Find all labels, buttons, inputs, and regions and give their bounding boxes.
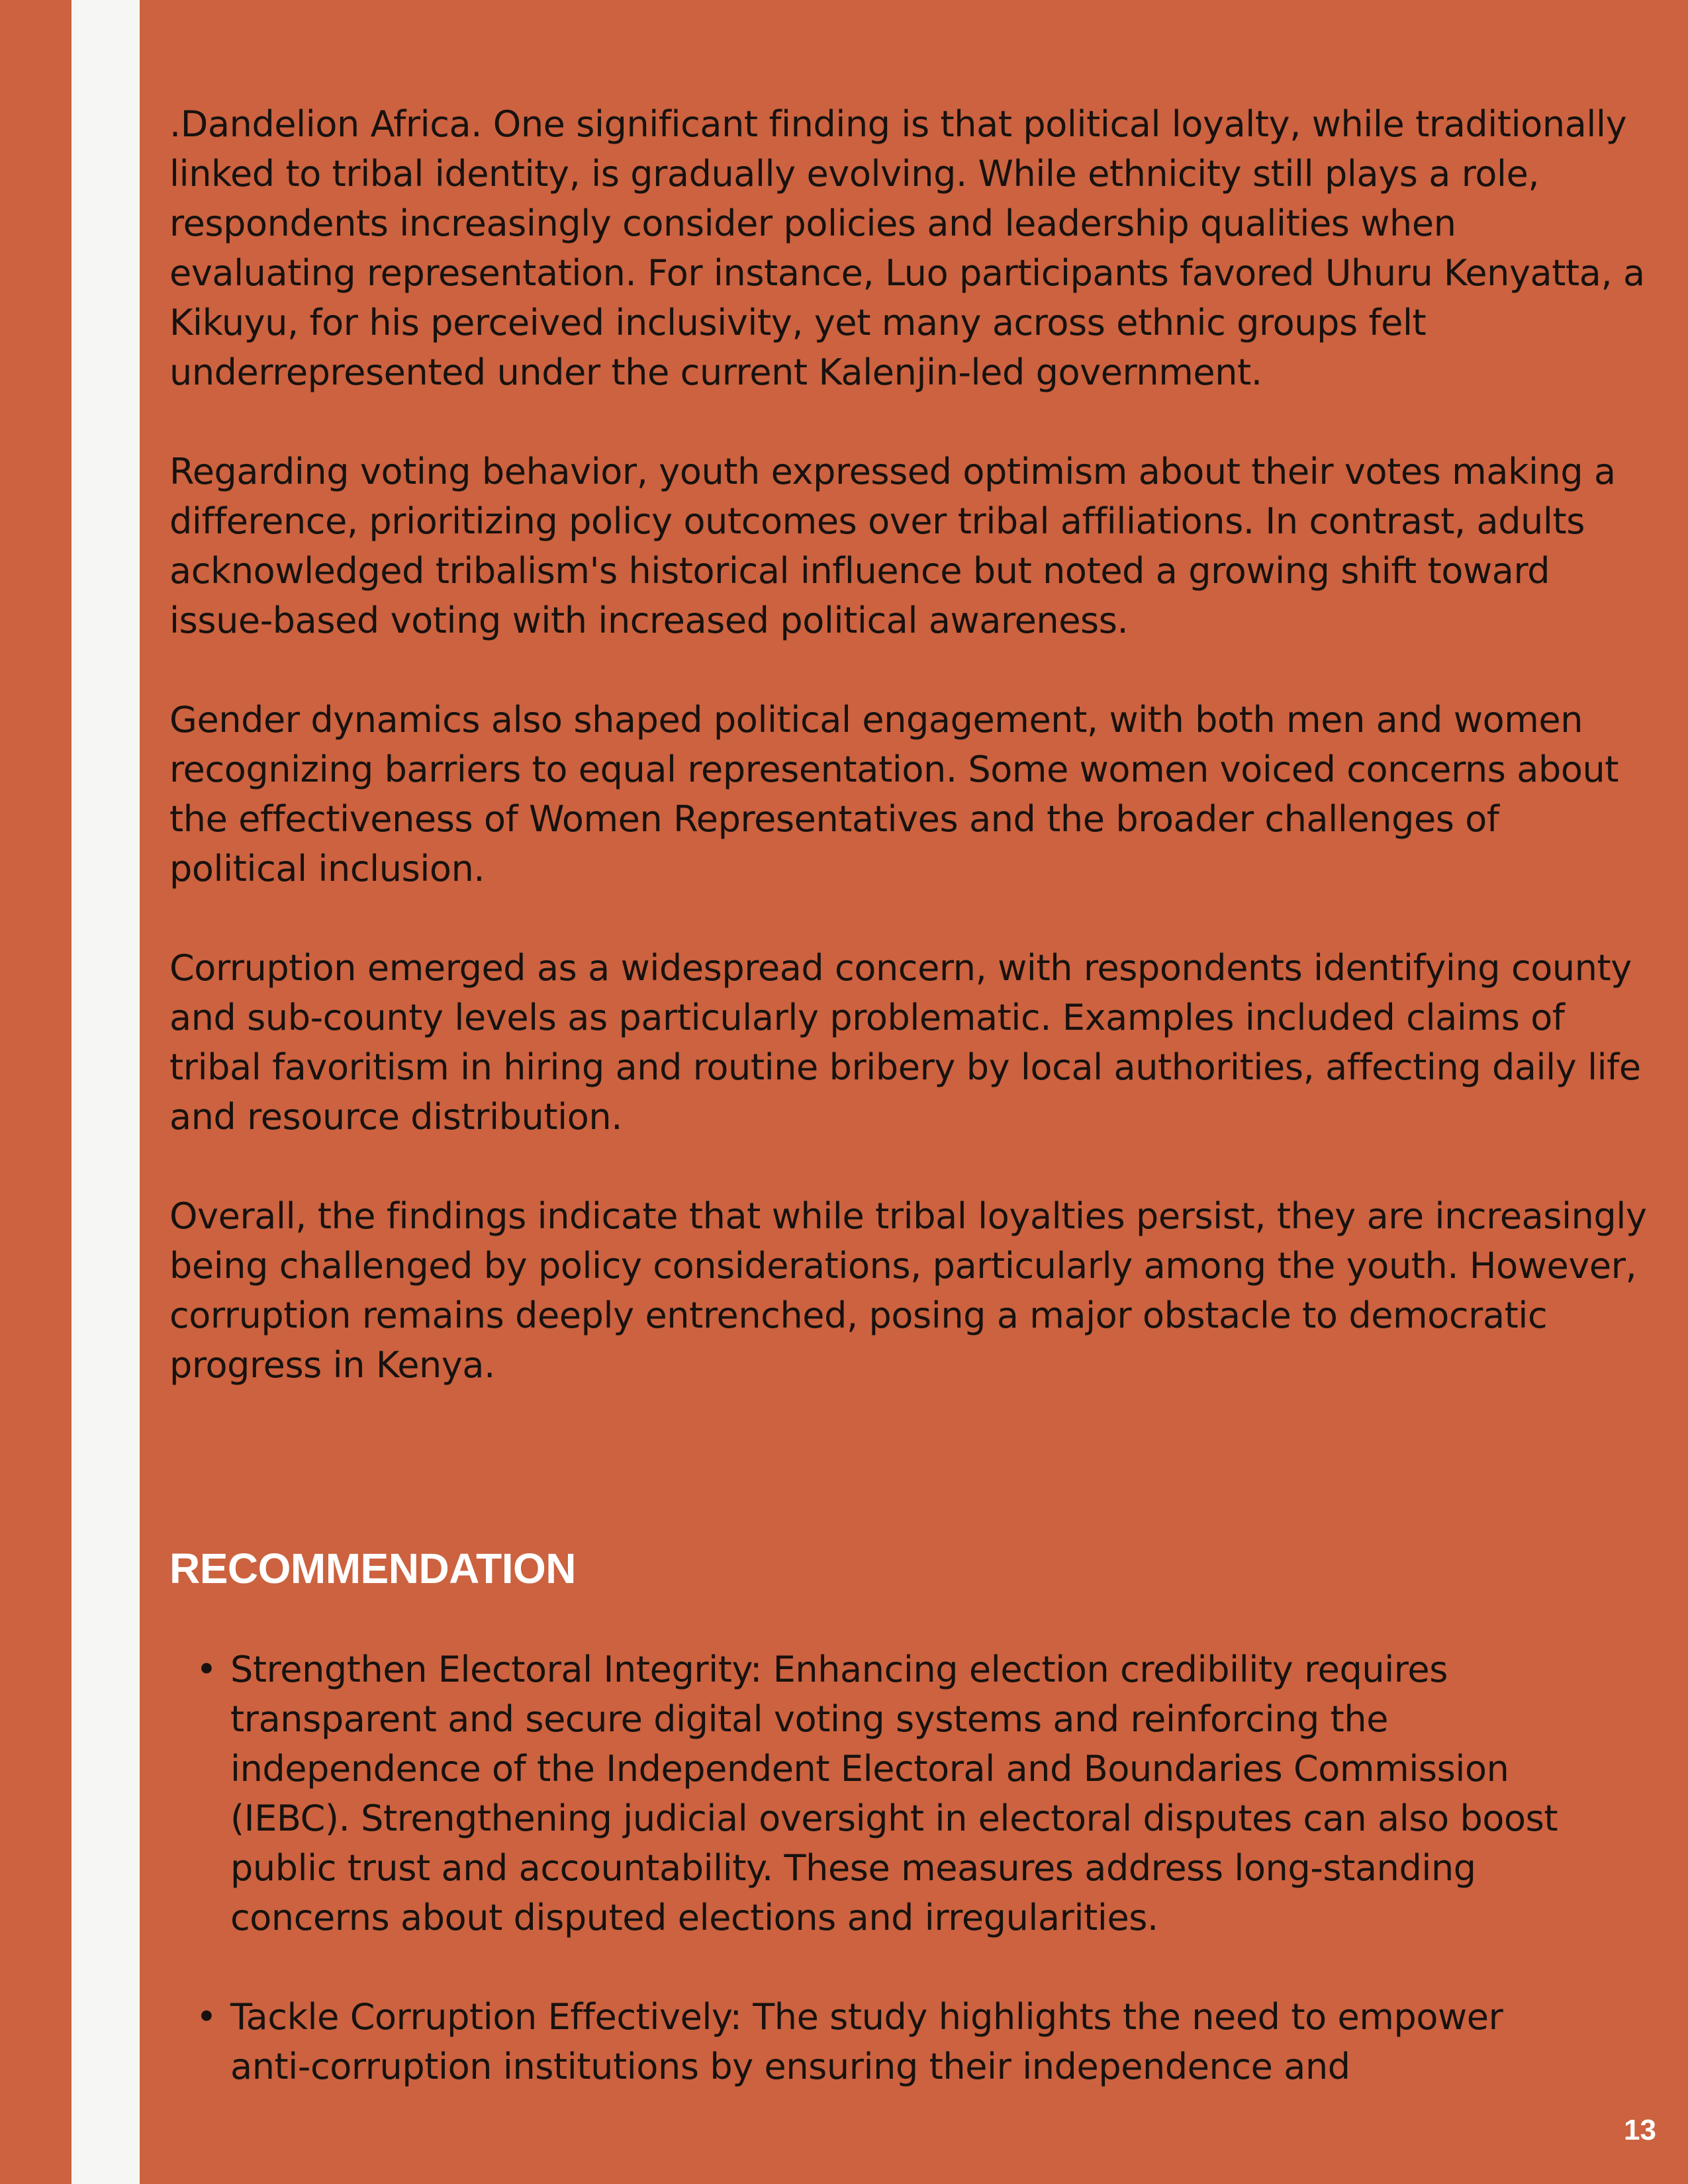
paragraph-voting-behavior: Regarding voting behavior, youth expressed optimism about their votes making a difference, prioritizing policy outcomes over tribal affiliations. In contrast, adults acknowledged tribalism's historical influence but noted a growing shift toward issue-based voting with increased political awareness. bbox=[169, 451, 1616, 641]
paragraph-overall: Overall, the findings indicate that while tribal loyalties persist, they are increasingly being challenged by policy considerations, particularly among the youth. However, corruption remains deeply entrenched, posing a major obstacle to democratic progress in Kenya. bbox=[169, 1195, 1647, 1386]
paragraph-findings-loyalty: .Dandelion Africa. One significant finding is that political loyalty, while traditionally linked to tribal identity, is gradually evolving. While ethnicity still plays a role, respondents increasingly consider policies and leadership qualities when evaluating representation. For instance, Luo participants favored Uhuru Kenyatta, a Kikuyu, for his perceived inclusivity, yet many across ethnic groups felt underrepresented under the current Kalenjin-led government. bbox=[169, 103, 1645, 393]
list-item bbox=[169, 1645, 1652, 1942]
bullet-icon: • bbox=[196, 1649, 217, 1690]
decorative-side-stripe bbox=[71, 0, 140, 2184]
paragraph-gender-dynamics: Gender dynamics also shaped political engagement, with both men and women recognizing barriers to equal representation. Some women voiced concerns about the effectiveness of Women Representatives and the broader challenges of political inclusion. bbox=[169, 699, 1619, 889]
bullet-icon: • bbox=[196, 1996, 217, 2038]
recommendation-electoral-integrity: Strengthen Electoral Integrity: Enhancing election credibility requires transparent and secure digital voting systems and reinforcing the independence of the Independent Electoral and Boundaries Commission (IEBC). Strengthening judicial oversight in electoral disputes can also boost public trust and accountability. These measures address long-standing concerns about disputed elections and irregularities. bbox=[230, 1649, 1558, 1938]
list-item bbox=[169, 1992, 1652, 2091]
recommendation-tackle-corruption: Tackle Corruption Effectively: The study highlights the need to empower anti-corruption institutions by ensuring their independence and bbox=[230, 1996, 1503, 2087]
document-body bbox=[169, 99, 1652, 2141]
recommendation-list bbox=[169, 1645, 1652, 2091]
recommendation-heading: RECOMMENDATION bbox=[169, 1545, 576, 1592]
paragraph-corruption: Corruption emerged as a widespread concern, with respondents identifying county and sub-county levels as particularly problematic. Examples included claims of tribal favoritism in hiring and routine bribery by local authorities, affecting daily life and resource distribution. bbox=[169, 947, 1641, 1138]
page-number: 13 bbox=[1624, 2114, 1656, 2146]
